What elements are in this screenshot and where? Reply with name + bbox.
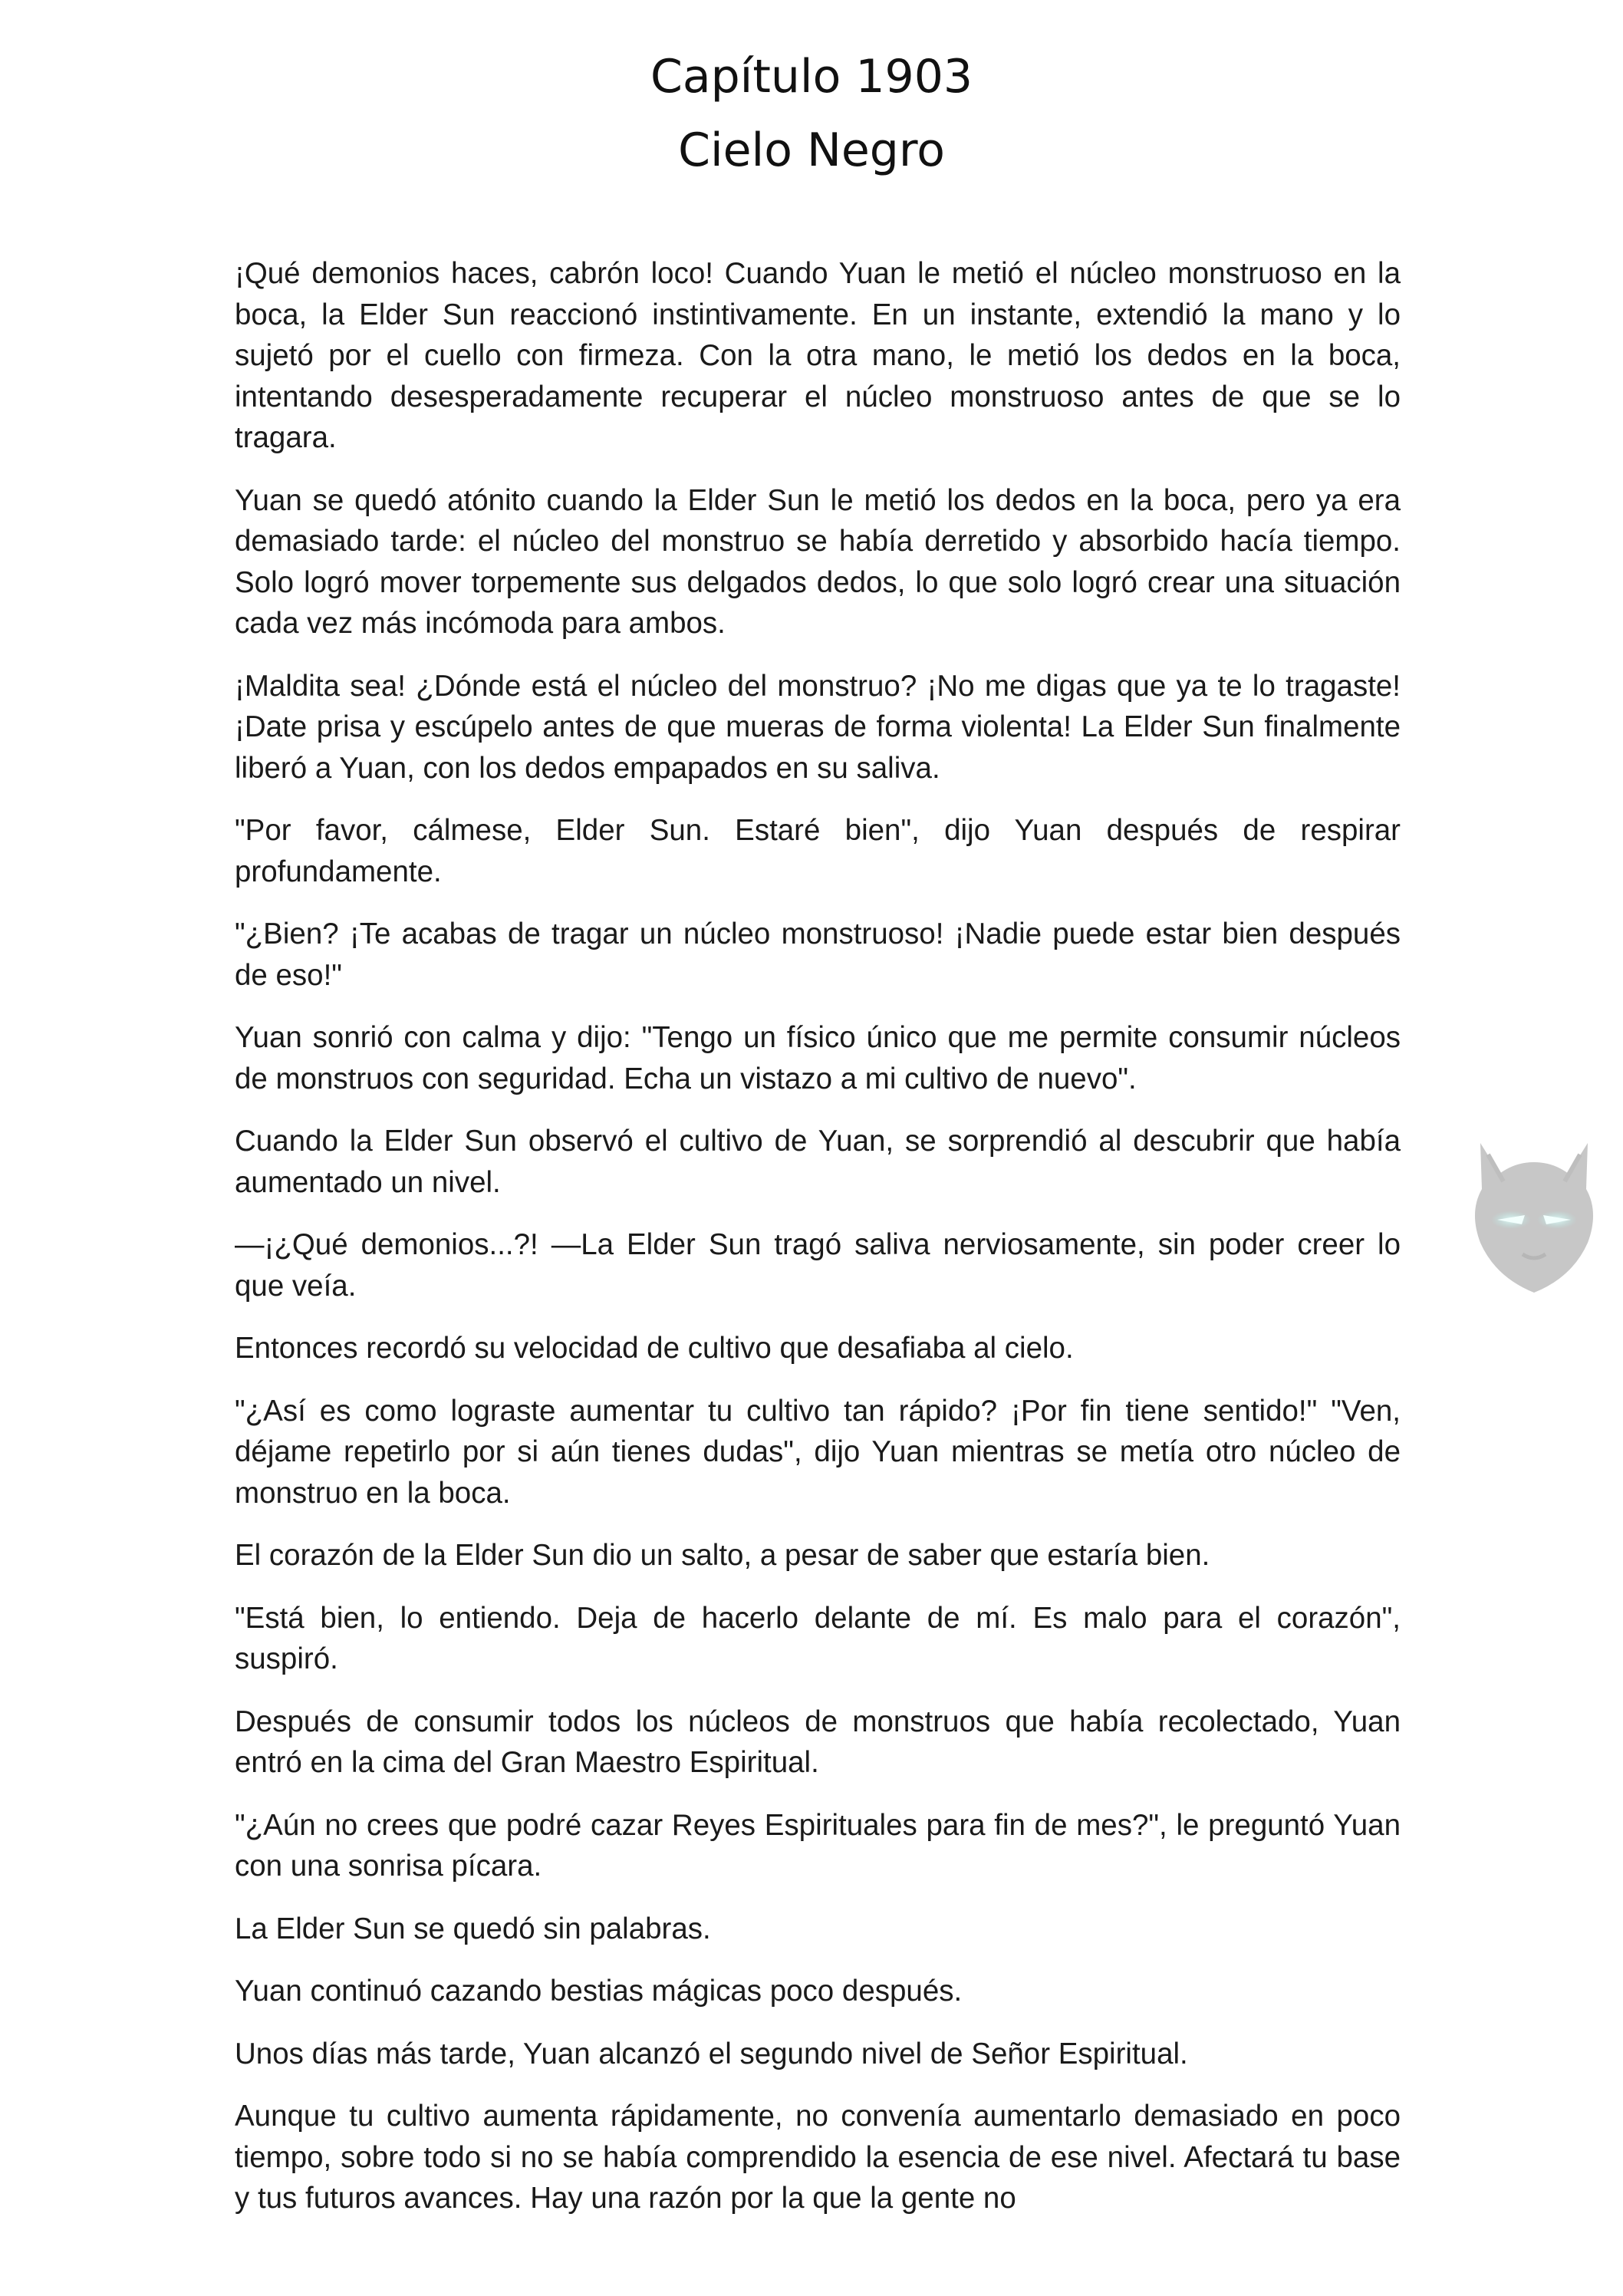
paragraph: "Por favor, cálmese, Elder Sun. Estaré bien", dijo Yuan después de respirar profundamente. [235,814,1401,888]
paragraph: ¡Qué demonios haces, cabrón loco! Cuando Yuan le metió el núcleo monstruoso en la boca, la Elder Sun reaccionó instintivamente. En un instante, extendió la mano y lo sujetó por el cuello con firmeza. Con la otra mano, le metió los dedos en la boca, intentando desesperadamente recuperar el núcleo monstruoso antes de que se lo tragara. [235,257,1401,454]
chapter-heading [0,40,1623,187]
paragraph: El corazón de la Elder Sun dio un salto, a pesar de saber que estaría bien. [235,1539,1210,1572]
paragraph: "Está bien, lo entiendo. Deja de hacerlo delante de mí. Es malo para el corazón", suspiró. [235,1601,1401,1675]
demon-head-icon [1457,1120,1611,1304]
paragraph: La Elder Sun se quedó sin palabras. [235,1912,711,1945]
paragraph: —¡¿Qué demonios...?! —La Elder Sun tragó saliva nerviosamente, sin poder creer lo que veía. [235,1228,1401,1303]
paragraph: Aunque tu cultivo aumenta rápidamente, no convenía aumentarlo demasiado en poco tiempo, sobre todo si no se había comprendido la esencia de ese nivel. Afectará tu base y tus futuros avances. Hay una razón por la que la gente no [235,2100,1401,2215]
paragraph: Entonces recordó su velocidad de cultivo que desafiaba al cielo. [235,1332,1074,1365]
paragraph: Unos días más tarde, Yuan alcanzó el segundo nivel de Señor Espiritual. [235,2037,1188,2070]
paragraph: Después de consumir todos los núcleos de monstruos que había recolectado, Yuan entró en la cima del Gran Maestro Espiritual. [235,1705,1401,1779]
paragraph: Yuan sonrió con calma y dijo: "Tengo un físico único que me permite consumir núcleos de monstruos con seguridad. Echa un vistazo a mi cultivo de nuevo". [235,1021,1401,1095]
paragraph: "¿Bien? ¡Te acabas de tragar un núcleo monstruoso! ¡Nadie puede estar bien después de eso!" [235,917,1401,992]
paragraph: ¡Maldita sea! ¿Dónde está el núcleo del monstruo? ¡No me digas que ya te lo tragaste! ¡Date prisa y escúpelo antes de que mueras de forma violenta! La Elder Sun finalmente liberó a Yuan, con los dedos empapados en su saliva. [235,669,1401,785]
paragraph: Yuan se quedó atónito cuando la Elder Sun le metió los dedos en la boca, pero ya era demasiado tarde: el núcleo del monstruo se había derretido y absorbido hacía tiempo. Solo logró mover torpemente sus delgados dedos, lo que solo logró crear una situación cada vez más incómoda para ambos. [235,483,1401,640]
paragraph: "¿Así es como lograste aumentar tu cultivo tan rápido? ¡Por fin tiene sentido!" "Ven, déjame repetirlo por si aún tienes dudas", dijo Yuan mientras se metía otro núcleo de monstruo en la boca. [235,1394,1401,1510]
chapter-number: Capítulo 1903 [650,50,973,104]
chapter-title: Cielo Negro [678,124,945,177]
paragraph: "¿Aún no crees que podré cazar Reyes Espirituales para fin de mes?", le preguntó Yuan con una sonrisa pícara. [235,1808,1401,1883]
paragraph: Cuando la Elder Sun observó el cultivo de Yuan, se sorprendió al descubrir que había aumentado un nivel. [235,1125,1401,1199]
chapter-body [235,253,1401,2241]
paragraph: Yuan continuó cazando bestias mágicas poco después. [235,1975,963,2008]
